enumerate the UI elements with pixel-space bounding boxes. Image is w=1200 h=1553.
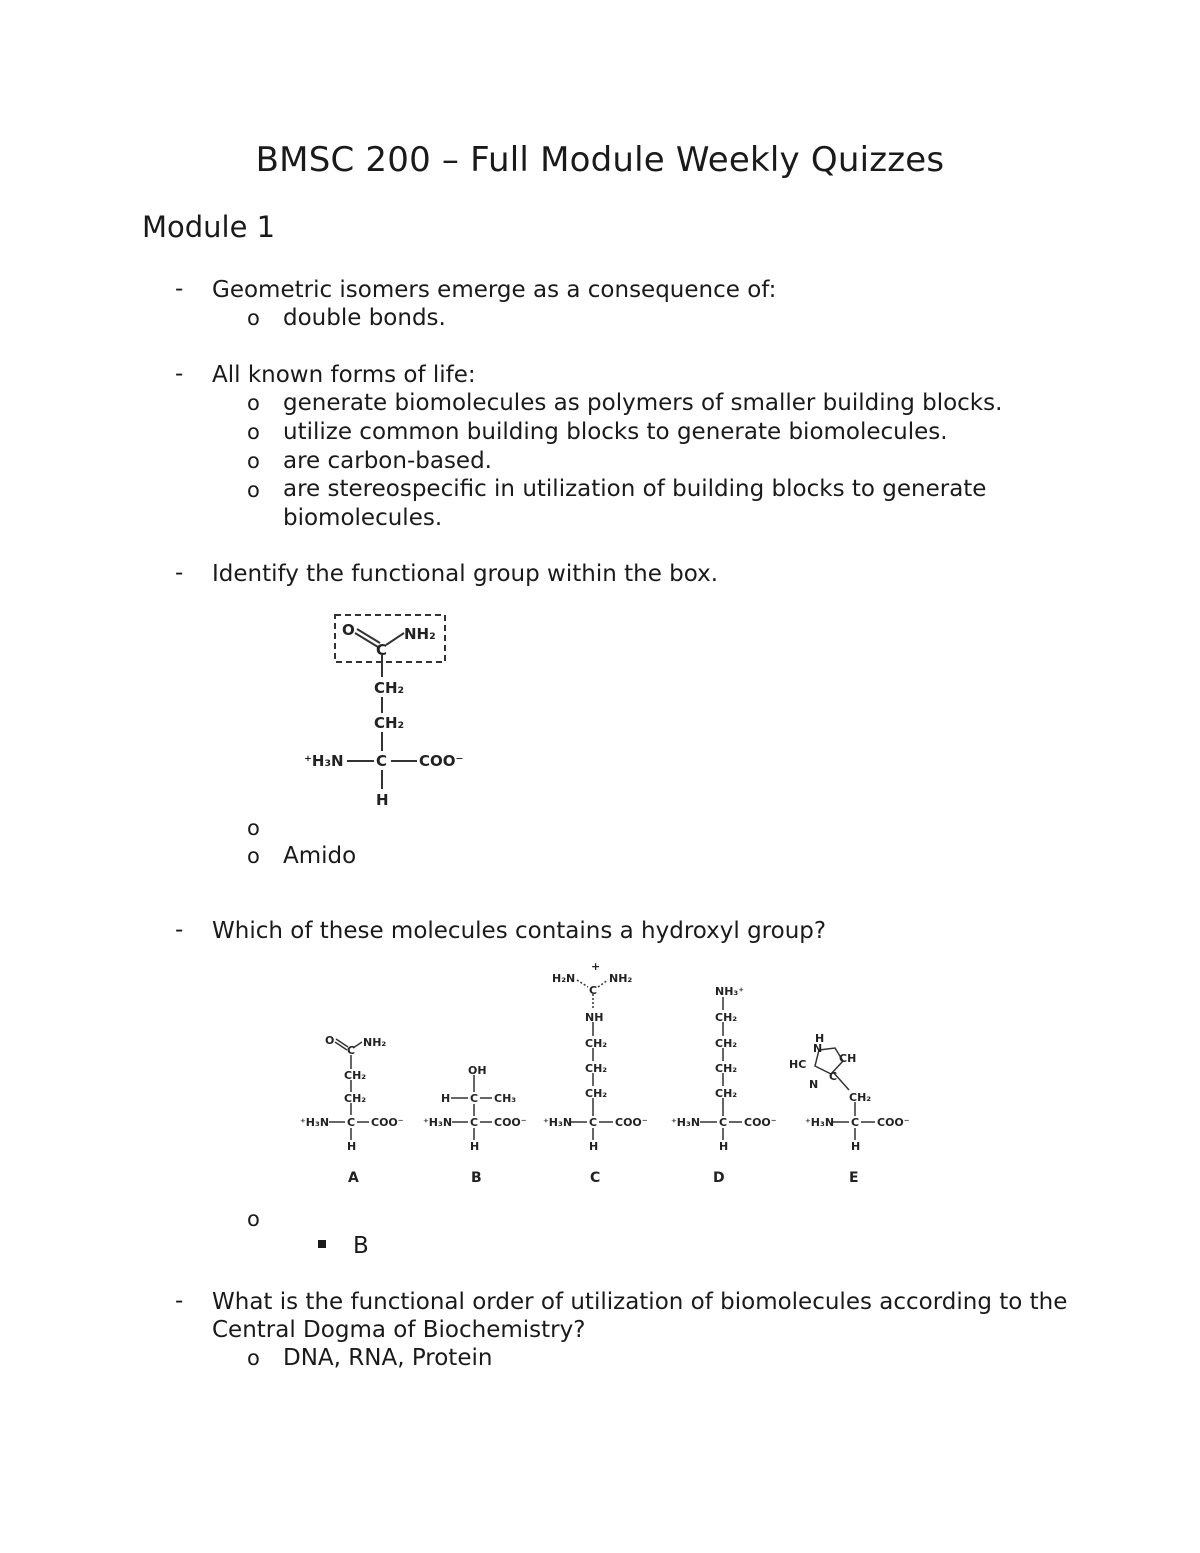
atom-label: ⁺H₃N <box>671 1116 701 1129</box>
answer-2-2: utilize common building blocks to generate biomolecules. <box>283 419 948 445</box>
atom-label: ⁺H₃N <box>543 1116 573 1129</box>
atom-label: + <box>591 960 601 973</box>
atom-label: COO⁻ <box>877 1116 910 1129</box>
question-4: Which of these molecules contains a hydroxyl group? <box>212 918 827 944</box>
atom-label: C <box>347 1044 356 1057</box>
atom-label: C <box>851 1116 860 1129</box>
module-heading: Module 1 <box>142 210 276 244</box>
atom-label: CH₂ <box>715 1087 738 1100</box>
atom-label: C <box>376 752 388 770</box>
answer-bullet: o <box>247 478 260 502</box>
atom-label: OH <box>468 1064 487 1077</box>
atom-label: ⁺H₃N <box>304 752 344 770</box>
atom-label: NH₂ <box>363 1036 387 1049</box>
atom-label: CH₂ <box>715 1062 738 1075</box>
atom-label: H <box>376 791 389 809</box>
page-title: BMSC 200 – Full Module Weekly Quizzes <box>255 140 945 180</box>
atom-label: HC <box>789 1058 807 1071</box>
answer-2-1: generate biomolecules as polymers of smaller building blocks. <box>283 390 1003 416</box>
atom-label: H <box>347 1140 357 1153</box>
glutamine-structure-figure <box>300 605 470 815</box>
molecule-b <box>423 1064 527 1153</box>
answer-3-2: Amido <box>283 843 357 869</box>
atom-label: CH₂ <box>715 1011 738 1024</box>
atom-label: NH₃⁺ <box>715 985 745 998</box>
answer-bullet: o <box>247 449 260 473</box>
atom-label: CH₂ <box>374 714 405 732</box>
atom-label: H <box>815 1032 825 1045</box>
atom-label: C <box>589 1116 598 1129</box>
atom-label: CH₂ <box>374 679 405 697</box>
question-5: What is the functional order of utilization of biomolecules according to the Central Dogma of Biochemistry? <box>212 1289 1068 1343</box>
atom-label: C <box>470 1116 479 1129</box>
atom-label: CH₂ <box>849 1091 872 1104</box>
atom-label: C <box>376 641 388 659</box>
list-dash: - <box>175 560 184 586</box>
answer-bullet: o <box>247 816 260 840</box>
answer-bullet: o <box>247 420 260 444</box>
molecule-c <box>543 960 648 1153</box>
answer-bullet: o <box>247 1207 260 1231</box>
answer-5-1: DNA, RNA, Protein <box>283 1345 493 1371</box>
atom-label: NH₂ <box>404 625 436 643</box>
question-2: All known forms of life: <box>212 362 476 388</box>
atom-label: H <box>470 1140 480 1153</box>
atom-label: N <box>809 1078 819 1091</box>
answer-4-sub: B <box>353 1233 369 1259</box>
atom-label: H <box>719 1140 729 1153</box>
answer-1-1: double bonds. <box>283 305 446 331</box>
answer-2-3: are carbon-based. <box>283 448 492 474</box>
atom-label: ⁺H₃N <box>423 1116 453 1129</box>
molecule-label: E <box>849 1170 859 1186</box>
molecule-label: C <box>590 1170 601 1186</box>
square-bullet-icon <box>318 1240 326 1248</box>
atom-label: H <box>441 1092 451 1105</box>
molecule-d <box>671 985 777 1153</box>
atom-label: CH <box>839 1052 857 1065</box>
amino-acids-figure <box>295 960 915 1190</box>
atom-label: NH <box>585 1011 604 1024</box>
answer-bullet: o <box>247 844 260 868</box>
molecule-e <box>789 1032 910 1153</box>
atom-label: CH₂ <box>585 1087 608 1100</box>
atom-label: H₂N <box>552 972 576 985</box>
atom-label: C <box>589 984 598 997</box>
question-3: Identify the functional group within the box. <box>212 561 719 587</box>
atom-label: C <box>719 1116 728 1129</box>
answer-2-4: are stereospecific in utilization of building blocks to generate biomolecules. <box>283 476 987 531</box>
answer-bullet: o <box>247 1346 260 1370</box>
answer-bullet: o <box>247 391 260 415</box>
molecule-a <box>300 1034 404 1153</box>
atom-label: COO⁻ <box>494 1116 527 1129</box>
atom-label: COO⁻ <box>615 1116 648 1129</box>
atom-label: NH₂ <box>609 972 633 985</box>
atom-label: H <box>589 1140 599 1153</box>
molecule-label: B <box>471 1170 482 1186</box>
atom-label: ⁺H₃N <box>300 1116 330 1129</box>
list-dash: - <box>175 276 184 302</box>
atom-label: ⁺H₃N <box>805 1116 835 1129</box>
atom-label: O <box>342 621 355 639</box>
molecule-label: A <box>348 1170 359 1186</box>
atom-label: COO⁻ <box>744 1116 777 1129</box>
atom-label: O <box>325 1034 335 1047</box>
list-dash: - <box>175 917 184 943</box>
atom-label: CH₂ <box>585 1062 608 1075</box>
atom-label: CH₂ <box>344 1092 367 1105</box>
atom-label: N <box>813 1042 823 1055</box>
atom-label: C <box>347 1116 356 1129</box>
atom-label: C <box>829 1070 838 1083</box>
molecule-label: D <box>713 1170 725 1186</box>
question-1: Geometric isomers emerge as a consequence of: <box>212 277 777 303</box>
answer-bullet: o <box>247 306 260 330</box>
list-dash: - <box>175 1288 184 1314</box>
atom-label: CH₃ <box>494 1092 517 1105</box>
atom-label: C <box>470 1092 479 1105</box>
atom-label: CH₂ <box>585 1037 608 1050</box>
atom-label: H <box>851 1140 861 1153</box>
atom-label: CH₂ <box>715 1037 738 1050</box>
atom-label: COO⁻ <box>419 752 464 770</box>
list-dash: - <box>175 361 184 387</box>
atom-label: CH₂ <box>344 1069 367 1082</box>
atom-label: COO⁻ <box>371 1116 404 1129</box>
